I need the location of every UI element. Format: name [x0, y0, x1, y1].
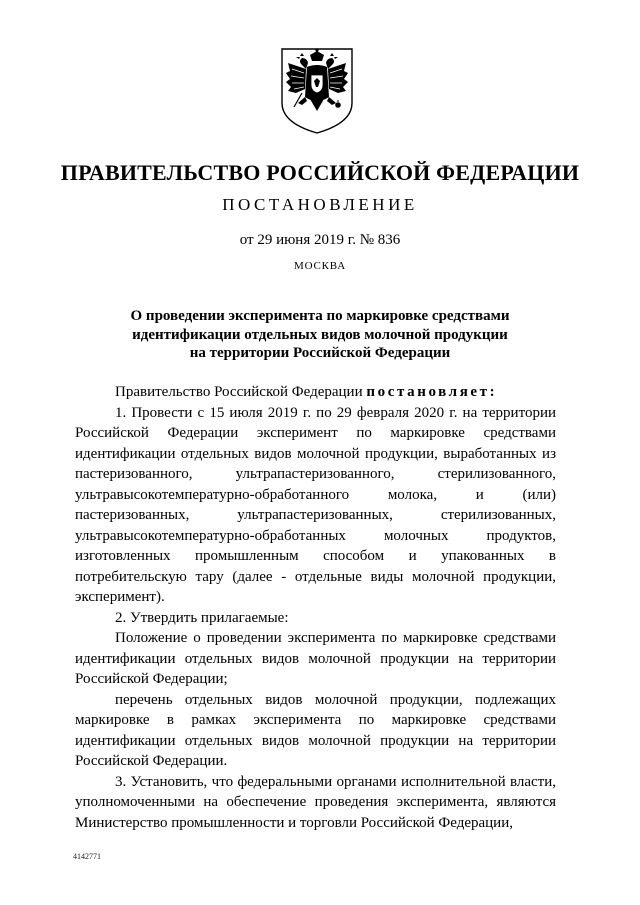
subject-line: О проведении эксперимента по маркировке средствами — [130, 308, 510, 324]
intro-verb: постановляет: — [366, 384, 498, 400]
subject-line: на территории Российской Федерации — [189, 345, 451, 361]
paragraph-3: Положение о проведении эксперимента по маркировке средствами идентификации отдельных видов молочной продукции на территории Российской Федерации; — [75, 630, 556, 687]
document-subject — [60, 307, 580, 363]
paragraph-5: 3. Установить, что федеральными органами исполнительной власти, уполномоченными на обеспечение проведения эксперимента, являются Министерство промышленности и торговли Российской Федерации, — [75, 773, 556, 831]
document-city: МОСКВА — [294, 260, 346, 272]
government-title: ПРАВИТЕЛЬСТВО РОССИЙСКОЙ ФЕДЕРАЦИИ — [60, 160, 580, 185]
paragraph-1: 1. Провести с 15 июля 2019 г. по 29 февраля 2020 г. на территории Российской Федерации эксперимент по маркировке средствами идентификации отдельных видов молочной продукции, выработанных из пастеризованного, ультрапастеризованного, стерилизованного, ультравысокотемпературно-обработанного молока, и (или) пастеризованных, ультрапастеризованных, стерилизованных, ультравысокотемпературно-обработанных молочных продуктов, изготовленных промышленным способом и упакованных в потребительскую тару (далее - отдельные виды молочной продукции, эксперимент). — [75, 404, 556, 605]
document-date-number: от 29 июня 2019 г. № 836 — [239, 232, 401, 248]
document-type: ПОСТАНОВЛЕНИЕ — [222, 195, 418, 214]
document-code: 4142771 — [73, 852, 101, 861]
paragraph-2: 2. Утвердить прилагаемые: — [115, 609, 289, 626]
paragraph-4: перечень отдельных видов молочной продукции, подлежащих маркировке в рамках эксперимента по маркировке средствами идентификации отдельных видов молочной продукции на территории Российской Федерации. — [75, 691, 556, 769]
subject-line: идентификации отдельных видов молочной продукции — [132, 326, 508, 343]
intro-paragraph — [75, 382, 556, 403]
intro-prefix: Правительство Российской Федерации — [115, 384, 367, 400]
document-body — [75, 382, 556, 833]
coat-of-arms-emblem — [272, 45, 362, 135]
